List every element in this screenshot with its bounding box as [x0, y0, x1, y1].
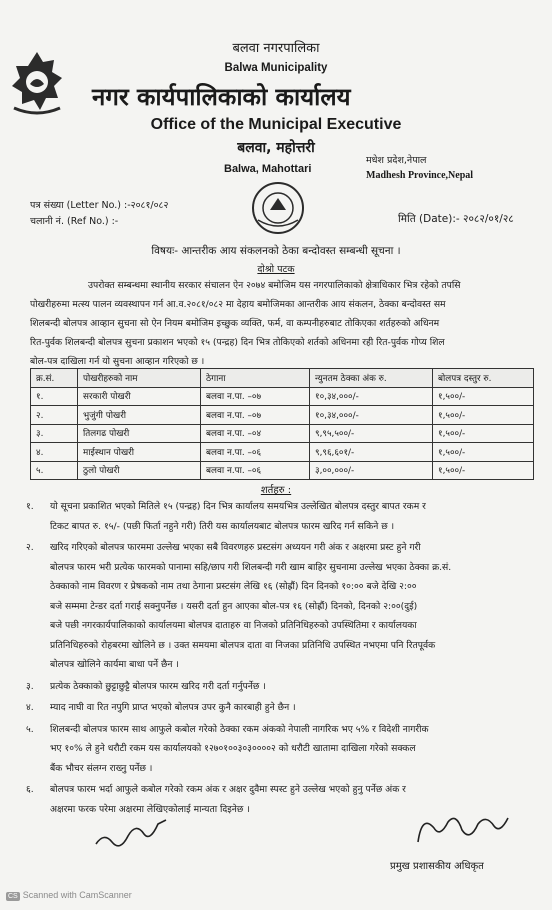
cell-min-amount: १०,३४,०००/-: [310, 406, 433, 425]
col-pond-name: पोखरीहरुको नाम: [78, 369, 201, 388]
publication-count: दोश्रो पटक: [257, 264, 295, 275]
table-row: [31, 424, 534, 443]
condition-line: बोलपत्र खोलिने कार्यमा बाधा पर्ने छैन ।: [50, 659, 179, 670]
condition-number: २.: [26, 542, 34, 553]
table-row: [31, 387, 534, 406]
location-np: बलवा, महोत्तरी: [237, 140, 315, 156]
col-address: ठेगाना: [201, 369, 310, 388]
cell-pond-name: ठुलो पोखरी: [78, 461, 201, 480]
condition-number: ३.: [26, 680, 34, 692]
condition-line: म्याद नाघी वा रित नपुगि प्राप्त भएको बोलपत्र उपर कुनै कारबाही हुने छैन ।: [50, 702, 296, 713]
cell-serial: ३.: [31, 424, 78, 443]
reference-number: चलानी नं. (Ref No.) :-: [30, 216, 119, 227]
condition-line: बैंक भौचर संलग्न राख्नु पर्नेछ ।: [50, 762, 153, 774]
cell-tender-fee: १,५००/-: [433, 461, 534, 480]
cell-tender-fee: १,५००/-: [433, 406, 534, 425]
location-en: Balwa, Mahottari: [224, 163, 312, 175]
office-name-en: Office of the Municipal Executive: [150, 116, 402, 133]
condition-line: टिकट बापत रु. १५/- (पछी फिर्ता नहुने गरी) तिरी यस कार्यालयबाट बोलपत्र फारम खरिद गर्न सकिने छ ।: [50, 520, 395, 532]
cell-pond-name: सरकारी पोखरी: [78, 387, 201, 406]
condition-number: १.: [26, 501, 34, 512]
condition-line: ठेक्काको नाम विवरण र प्रेषकको नाम तथा ठेगाना प्रस्टसंग लेखि १६ (सोह्रौं) दिन दिनको १०:०० बजे देखि २:००: [50, 581, 417, 592]
cell-serial: १.: [31, 387, 78, 406]
intro-line: बोल-पत्र दाखिला गर्न यो सुचना आव्हान गरिएको छ ।: [30, 356, 205, 367]
cell-tender-fee: १,५००/-: [433, 443, 534, 462]
cell-serial: ५.: [31, 461, 78, 480]
cell-tender-fee: १,५००/-: [433, 424, 534, 443]
intro-line: रित-पुर्वक शिलबन्दी बोलपत्र सुचना प्रकाशन भएको १५ (पन्द्रह) दिन भित्र तोकिएको शर्तको अधिनमा रही रित-पुर्वक गोप्य शिल: [30, 337, 445, 348]
nepal-emblem-icon: [6, 48, 68, 120]
cell-address: बलवा न.पा. –०७: [201, 406, 310, 425]
office-seal-icon: [250, 180, 306, 236]
condition-line: अक्षरमा फरक परेमा अक्षरमा लेखिएकोलाई मान्यता दिइनेछ ।: [50, 803, 250, 815]
condition-line: प्रत्येक ठेक्काको छुट्टाछुट्टै बोलपत्र फारम खरिद गरी दर्ता गर्नुपर्नेछ ।: [50, 680, 266, 692]
officer-title: प्रमुख प्रशासकीय अधिकृत: [390, 861, 484, 872]
col-serial: क्र.सं.: [31, 369, 78, 388]
province-en: Madhesh Province,Nepal: [366, 170, 474, 181]
cell-serial: ४.: [31, 443, 78, 462]
camscanner-icon: CS: [8, 893, 18, 900]
municipality-name-en: Balwa Municipality: [224, 62, 328, 74]
intro-line: शिलबन्दी बोलपत्र आव्हान सुचना सो ऐन नियम बमोजिम इच्छुक व्यक्ति, फर्म, वा कम्पनीहरुबाट तोकिएका शर्तहरुको अधिनम: [30, 318, 440, 329]
intro-line: उपरोक्त सम्बन्धमा स्थानीय सरकार संचालन ऐन २०७४ बमोजिम यस नगरपालिकाको क्षेत्राधिकार भित्र रहेको तपसि: [88, 280, 461, 291]
condition-number: ६.: [26, 784, 34, 795]
cell-min-amount: ३,००,०००/-: [310, 461, 433, 480]
condition-item: [26, 698, 546, 718]
condition-line: प्रतिनिधिहरुको रोहबरमा खोलिने छ । उक्त समयमा बोलपत्र दाता वा निजका प्रतिनिधि उपस्थित नभएमा पनि रितपूर्वक: [50, 639, 436, 651]
cell-address: बलवा न.पा. –०६: [201, 443, 310, 462]
cell-pond-name: भुजुंगी पोखरी: [78, 406, 201, 425]
cell-min-amount: ९,९६,६०१/-: [310, 443, 433, 462]
cell-address: बलवा न.पा. –०६: [201, 461, 310, 480]
cell-address: बलवा न.पा. –०४: [201, 424, 310, 443]
cell-pond-name: माईस्थान पोखरी: [78, 443, 201, 462]
condition-item: [26, 538, 546, 675]
condition-item: [26, 677, 546, 697]
notice-intro: [30, 276, 550, 371]
intro-line: पोखरीहरुमा मत्स्य पालन व्यवस्थापन गर्न आ.व.२०८१/०८२ मा देहाय बमोजिमका आन्तरीक आय संकलन, ठेक्का बन्दोवस्त सम: [30, 299, 446, 310]
condition-line: शिलबन्दी बोलपत्र फारम साथ आफुले कबोल गरेको ठेक्का रकम अंकको नेपाली नागरिक भए ५% र विदेशी नागरीक: [50, 723, 429, 735]
municipality-name-np: बलवा नगरपालिका: [232, 41, 320, 56]
conditions-list: [26, 497, 546, 821]
conditions-title: शर्तहरु :: [260, 485, 292, 496]
col-tender-fee: बोलपत्र दस्तुर रु.: [433, 369, 534, 388]
condition-item: [26, 497, 546, 536]
cell-min-amount: १०,३४,०००/-: [310, 387, 433, 406]
cell-serial: २.: [31, 406, 78, 425]
condition-line: बजे पछी नगरकार्यपालिकाको कार्यालयमा बोलपत्र दाताहरु वा निजको प्रतिनिधिहरुको उपस्थितिमा र कार्यालयका: [50, 620, 417, 631]
office-name-np: नगर कार्यपालिकाको कार्यालय: [92, 83, 351, 111]
cell-min-amount: ९,९५,५००/-: [310, 424, 433, 443]
letter-number: पत्र संख्या (Letter No.) :-२०८१/०८२: [30, 200, 169, 211]
condition-line: खरिद गरिएको बोलपत्र फारममा उल्लेख भएका सबै विवरणहरु प्रस्टसंग अध्ययन गरी अंक र अक्षरमा प्रस्ट हुने गरी: [50, 542, 421, 553]
condition-item: [26, 720, 546, 779]
notice-subject: विषयः- आन्तरीक आय संकलनको ठेका बन्दोवस्त सम्बन्धी सूचना ।: [151, 245, 401, 257]
table-header-row: [31, 369, 534, 388]
scanner-text: Scanned with CamScanner: [22, 890, 132, 900]
condition-line: बोलपत्र फारम भर्दा आफुले कबोल गरेको रकम अंक र अक्षर दुवैमा स्पस्ट हुने उल्लेख भएको हुनु पर्नेछ अंक र: [50, 784, 406, 795]
condition-line: यो सूचना प्रकाशित भएको मितिले १५ (पन्द्रह) दिन भित्र कार्यालय समयभित्र उल्लेखित बोलपत्र दस्तुर बापत रकम र: [50, 501, 426, 512]
cell-address: बलवा न.पा. –०७: [201, 387, 310, 406]
tender-table: [30, 368, 534, 480]
document-date: मिति (Date):- २०८२/०१/२८: [398, 213, 514, 225]
handwritten-signature-right: [412, 808, 512, 848]
table-row: [31, 461, 534, 480]
col-min-amount: न्युनतम ठेक्का अंक रु.: [310, 369, 433, 388]
handwritten-signature-left: [92, 812, 172, 852]
scanner-watermark: [6, 890, 132, 901]
condition-line: भए १०% ले हुने धरौटी रकम यस कार्यालयको १२७०१००३०३००००२ को धरौटी खातामा दाखिला गरेको सक्कल: [50, 743, 416, 754]
condition-line: बोलपत्र फारम भरी प्रत्येक फारमको पानामा सहि/छाप गरी शिलबन्दी गरी खाम बाहिर सुचनामा उल्लेख भएका ठेक्का क्र.सं.: [50, 561, 452, 573]
table-row: [31, 443, 534, 462]
condition-line: बजे सम्ममा टेन्डर दर्ता गराई सक्नुपर्नेछ । यसरी दर्ता हुन आएका बोल-पत्र १६ (सोह्रौं) दिनको, दिनको २:००(दुई): [50, 600, 418, 612]
province-np: मधेश प्रदेश,नेपाल: [366, 155, 427, 166]
condition-number: ४.: [26, 702, 34, 713]
cell-pond-name: तिलगढ पोखरी: [78, 424, 201, 443]
cell-tender-fee: १,५००/-: [433, 387, 534, 406]
table-row: [31, 406, 534, 425]
condition-number: ५.: [26, 723, 34, 735]
